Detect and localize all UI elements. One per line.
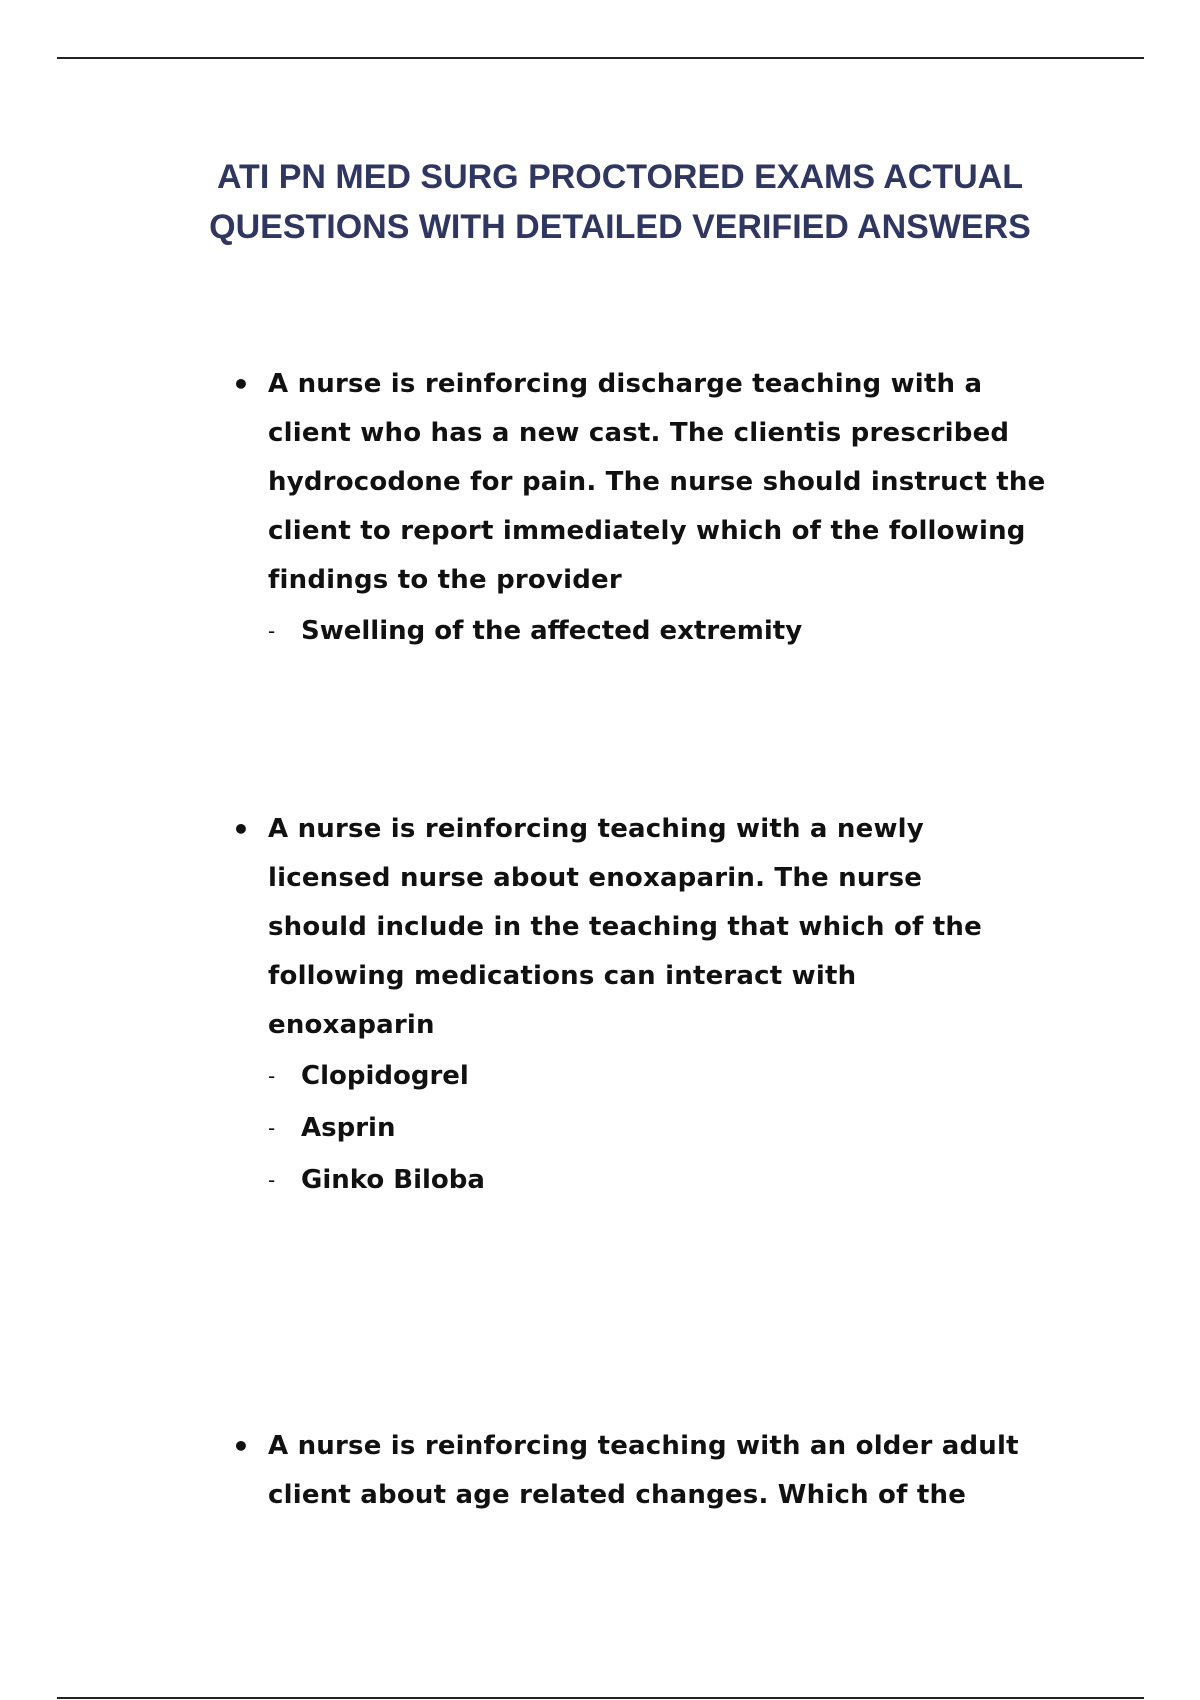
question-3-line-1: A nurse is reinforcing teaching with an older adult bbox=[268, 1431, 1019, 1461]
answer-text: Swelling of the affected extremity bbox=[301, 616, 803, 646]
question-1-text bbox=[268, 360, 1045, 605]
bullet-icon: • bbox=[232, 1430, 250, 1463]
question-1-line-2: client who has a new cast. The clientis prescribed bbox=[268, 418, 1010, 448]
question-1-line-1: A nurse is reinforcing discharge teaching with a bbox=[268, 369, 983, 399]
question-2-line-2: licensed nurse about enoxaparin. The nurse bbox=[268, 863, 923, 893]
answer-item bbox=[268, 605, 1072, 657]
question-3-text bbox=[268, 1422, 1019, 1520]
question-2 bbox=[232, 805, 1072, 1206]
question-2-answers bbox=[232, 1050, 1072, 1206]
question-1 bbox=[232, 360, 1072, 657]
question-3 bbox=[232, 1422, 1072, 1520]
question-1-line-3: hydrocodone for pain. The nurse should instruct the bbox=[268, 467, 1046, 497]
bullet-icon: • bbox=[232, 368, 250, 401]
title-line-2: QUESTIONS WITH DETAILED VERIFIED ANSWERS bbox=[209, 208, 1031, 246]
question-2-line-4: following medications can interact with bbox=[268, 961, 857, 991]
answer-text: Ginko Biloba bbox=[301, 1165, 485, 1195]
question-2-line-3: should include in the teaching that which of the bbox=[268, 912, 982, 942]
document-title bbox=[100, 152, 1140, 252]
question-1-line-4: client to report immediately which of the following bbox=[268, 516, 1026, 546]
top-rule bbox=[57, 57, 1144, 59]
answer-item bbox=[268, 1050, 1072, 1102]
dash-icon: - bbox=[268, 1168, 276, 1192]
dash-icon: - bbox=[268, 1064, 276, 1088]
question-2-line-5: enoxaparin bbox=[268, 1010, 435, 1040]
question-2-line-1: A nurse is reinforcing teaching with a newly bbox=[268, 814, 924, 844]
answer-item bbox=[268, 1154, 1072, 1206]
question-2-text bbox=[268, 805, 982, 1050]
question-1-answers bbox=[232, 605, 1072, 657]
question-3-line-2: client about age related changes. Which of the bbox=[268, 1480, 967, 1510]
answer-text: Clopidogrel bbox=[301, 1061, 469, 1091]
title-line-1: ATI PN MED SURG PROCTORED EXAMS ACTUAL bbox=[217, 158, 1023, 196]
question-1-line-5: findings to the provider bbox=[268, 565, 622, 595]
dash-icon: - bbox=[268, 1116, 276, 1140]
dash-icon: - bbox=[268, 619, 276, 643]
bullet-icon: • bbox=[232, 813, 250, 846]
answer-text: Asprin bbox=[301, 1113, 396, 1143]
answer-item bbox=[268, 1102, 1072, 1154]
bottom-rule bbox=[57, 1697, 1144, 1699]
